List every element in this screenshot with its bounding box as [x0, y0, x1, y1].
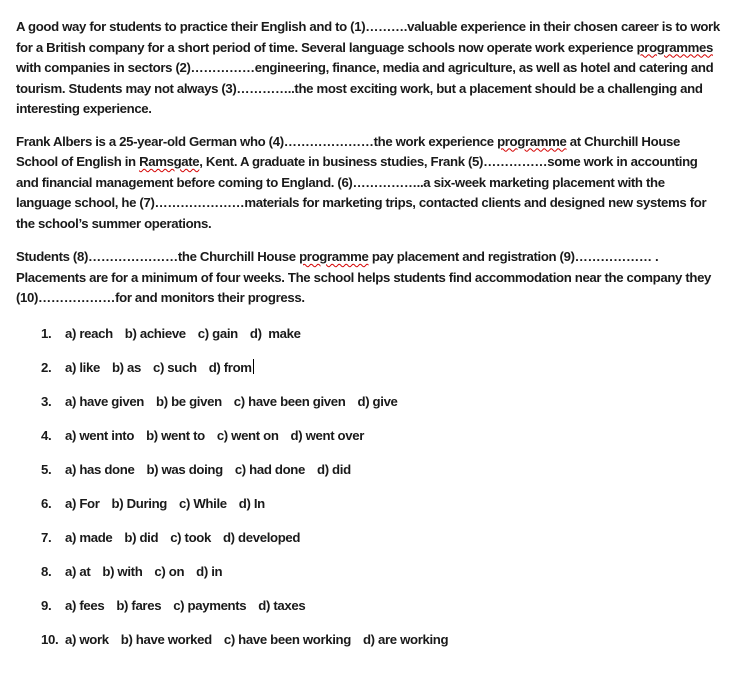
- question-number: 7.: [41, 529, 52, 545]
- question-number: 9.: [41, 597, 52, 613]
- answer-option: a) work: [65, 631, 109, 647]
- answer-option: d) did: [316, 461, 351, 477]
- answer-option: a) like: [65, 359, 100, 375]
- answer-option: c) payments: [173, 597, 247, 613]
- question-item: [41, 495, 720, 529]
- answer-option: a) reach: [65, 325, 113, 341]
- answer-option: b) During: [111, 495, 167, 511]
- paragraph-3: [16, 247, 720, 309]
- answer-option: d) In: [238, 495, 265, 511]
- question-item: [41, 529, 720, 563]
- text-segment: Students (8)…………………the Churchill House: [16, 249, 300, 264]
- answer-option: a) have given: [65, 393, 145, 409]
- answer-option: a) at: [65, 563, 91, 579]
- answer-option: a) has done: [65, 461, 135, 477]
- question-item: [41, 325, 720, 359]
- answer-option: c) such: [152, 359, 197, 375]
- text-segment: with companies in sectors (2)……………engineering, finance, media and agriculture, as well as hotel and catering and tourism. Students may not always (3)…………..the most exciting work, but a placement should be a challenging and interesting experience.: [16, 60, 714, 116]
- spellcheck-flagged-word: programme: [497, 133, 567, 149]
- answer-option: b) as: [111, 359, 141, 375]
- answer-option: a) went into: [65, 427, 135, 443]
- answer-option: d) give: [357, 393, 398, 409]
- answer-option: c) have been working: [223, 631, 351, 647]
- question-number: 3.: [41, 393, 52, 409]
- paragraph-2: [16, 132, 720, 235]
- answer-option: d) make: [249, 325, 301, 341]
- question-item: [41, 359, 720, 393]
- answer-option: d) went over: [290, 427, 365, 443]
- question-item: [41, 393, 720, 427]
- text-segment: A good way for students to practice their English and to (1)……….valuable experience in their chosen career is to work for a British company for a short period of time. Several language schools now operate work experience: [16, 19, 720, 55]
- answer-option: a) made: [65, 529, 113, 545]
- question-item: [41, 427, 720, 461]
- text-segment: at Churchill House School of English in: [16, 133, 680, 169]
- spellcheck-flagged-word: programme: [299, 249, 369, 264]
- text-cursor: [253, 359, 254, 374]
- answer-option: c) gain: [197, 325, 238, 341]
- answer-option: b) have worked: [120, 631, 212, 647]
- question-item: [41, 563, 720, 597]
- question-number: 8.: [41, 563, 52, 579]
- question-number: 1.: [41, 325, 52, 341]
- answer-option: c) have been given: [233, 393, 346, 409]
- question-number: 5.: [41, 461, 52, 477]
- answer-option: b) be given: [156, 393, 222, 409]
- answer-option: b) did: [124, 529, 159, 545]
- answer-option: d) from: [208, 359, 252, 375]
- document-body[interactable]: [16, 17, 720, 665]
- spellcheck-flagged-word: programmes: [636, 39, 713, 55]
- answer-option: d) in: [196, 563, 223, 579]
- answer-option: d) taxes: [258, 597, 306, 613]
- answer-option: c) had done: [234, 461, 305, 477]
- answer-option: c) on: [154, 563, 185, 579]
- answer-option: a) fees: [65, 597, 105, 613]
- question-number: 6.: [41, 495, 52, 511]
- answer-option: b) achieve: [124, 325, 186, 341]
- answer-option: c) went on: [216, 427, 279, 443]
- text-segment: pay placement and registration (9)……………… . Placements are for a minimum of four weeks. The school helps students find accommodation near the company they (10)………………for and monitors their progress.: [16, 249, 712, 305]
- answer-option: d) are working: [362, 631, 449, 647]
- answer-option: d) developed: [222, 529, 301, 545]
- answer-option: b) fares: [116, 597, 162, 613]
- question-item: [41, 631, 720, 665]
- question-number: 4.: [41, 427, 52, 443]
- question-item: [41, 461, 720, 495]
- question-number: 2.: [41, 359, 52, 375]
- spellcheck-flagged-word: Ramsgate: [139, 154, 200, 169]
- answer-option: c) took: [170, 529, 211, 545]
- question-number: 10.: [41, 631, 59, 647]
- answer-option: c) While: [179, 495, 227, 511]
- question-list: [41, 325, 720, 665]
- answer-option: b) went to: [146, 427, 205, 443]
- text-segment: Frank Albers is a 25-year-old German who (4)…………………the work experience: [16, 133, 498, 149]
- answer-option: a) For: [65, 495, 100, 511]
- question-item: [41, 597, 720, 631]
- text-segment: , Kent. A graduate in business studies, Frank (5)……………some work in accounting and financial management before coming to England. (6)……………..a six-week marketing placement with the language school, he (7)…………………materials for marketing trips, contacted clients and designed new systems for the school’s summer operations.: [16, 154, 707, 231]
- paragraph-1: [16, 17, 720, 120]
- answer-option: b) with: [102, 563, 143, 579]
- answer-option: b) was doing: [146, 461, 223, 477]
